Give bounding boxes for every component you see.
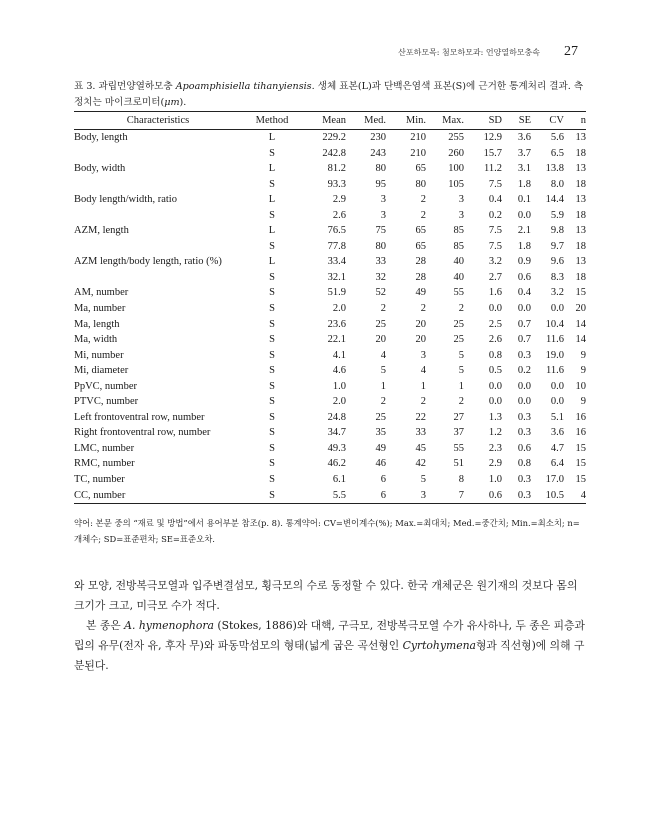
table-cell: [74, 146, 242, 162]
table-cell: S: [269, 365, 275, 377]
table-row: [74, 130, 586, 146]
table-cell: 52: [375, 287, 386, 299]
table-cell: 1.8: [517, 240, 531, 252]
table-cell: 9: [580, 396, 586, 408]
table-row: [74, 332, 586, 348]
table-cell: 229.2: [322, 132, 346, 143]
table-cell: 9.7: [550, 240, 564, 252]
table-cell: 13: [575, 225, 586, 237]
table-cell: 0.0: [517, 303, 531, 315]
table-cell: 2: [420, 396, 426, 408]
table-cell: 3.7: [517, 147, 531, 159]
table-cell: 9.8: [550, 225, 564, 237]
table-cell: 3.6: [517, 132, 531, 143]
table-cell: Mi, number: [74, 349, 124, 361]
paragraph-2-species: A. hymenophora: [124, 619, 214, 632]
table-cell: 2: [420, 194, 426, 206]
table-cell: LMC, number: [74, 442, 135, 454]
table-footnote: 약어: 본문 중의 “재료 및 방법”에서 용어부분 참조(p. 8). 통계약어: CV=변이계수(%); Max.=최대치; Med.=중간치; Min.=최소치; n=개체수; SD=표준편차; SE=표준오차.: [74, 518, 580, 544]
table-row: [74, 208, 586, 224]
table-row: [74, 472, 586, 488]
table-cell: 0.7: [517, 334, 531, 346]
table-cell: 242.8: [322, 147, 346, 159]
table-cell: 0.4: [517, 287, 531, 299]
table-cell: RMC, number: [74, 458, 135, 470]
table-row: [74, 270, 586, 286]
table-cell: 95: [375, 178, 386, 190]
column-header: Mean: [302, 112, 346, 130]
table-cell: 5: [458, 365, 464, 377]
table-cell: 13.8: [545, 163, 564, 175]
table-row: [74, 441, 586, 457]
table-cell: 0.0: [517, 396, 531, 408]
table-cell: 1.8: [517, 178, 531, 190]
table-cell: S: [269, 303, 275, 315]
table-cell: 11.2: [484, 163, 502, 175]
table-cell: 16: [575, 427, 586, 439]
table-cell: 8.0: [550, 178, 564, 190]
table-cell: PTVC, number: [74, 396, 139, 408]
table-cell: 2.9: [488, 458, 502, 470]
statistics-table: [74, 111, 586, 504]
table-cell: 2: [420, 303, 426, 315]
table-cell: 18: [575, 209, 586, 221]
table-cell: 0.0: [488, 396, 502, 408]
table-cell: 0.2: [517, 365, 531, 377]
table-cell: 230: [370, 132, 386, 143]
table-cell: 46: [375, 458, 386, 470]
table-cell: S: [269, 427, 275, 439]
table-row: [74, 410, 586, 426]
table-cell: 22.1: [327, 334, 346, 346]
table-cell: Body, width: [74, 163, 126, 175]
paragraph-2-text-b: (Stokes, 1886)와 대핵, 구극모, 전방복극모열 수가 유사하나, 두 종은 피층과립의 유무(전자 유, 후자 무)와 파동막섬모의 형태(넓게 굽은 곡선형인: [74, 619, 585, 652]
table-cell: 12.9: [483, 132, 502, 143]
table-cell: 4: [564, 488, 586, 504]
column-header: Max.: [426, 112, 464, 130]
table-cell: 49.3: [327, 442, 346, 454]
table-cell: 0.3: [517, 427, 531, 439]
table-cell: 5.9: [550, 209, 564, 221]
table-cell: 9: [580, 349, 586, 361]
table-cell: 40: [453, 271, 464, 283]
table-cell: 1.2: [488, 427, 502, 439]
table-cell: 6: [346, 488, 386, 504]
caption-species: Apoamphisiella tihanyiensis: [175, 81, 312, 92]
table-cell: 0.0: [550, 303, 564, 315]
table-cell: [74, 177, 242, 193]
table-cell: 3.1: [517, 163, 531, 175]
table-cell: 77.8: [327, 240, 346, 252]
table-cell: 100: [448, 163, 464, 175]
table-cell: 18: [575, 178, 586, 190]
table-cell: S: [269, 349, 275, 361]
paragraph-2-text-a: 본 종은: [86, 619, 125, 632]
table-cell: 13: [575, 256, 586, 268]
table-cell: 0.5: [488, 365, 502, 377]
table-cell: 80: [375, 163, 386, 175]
table-cell: 210: [410, 132, 426, 143]
paragraph-2-genus: Cyrtohymena: [402, 639, 476, 652]
column-header: SD: [464, 112, 502, 130]
table-cell: 11.6: [546, 365, 564, 377]
table-cell: 1.0: [332, 380, 346, 392]
table-cell: 0.3: [517, 474, 531, 486]
column-header: SE: [502, 112, 531, 130]
table-cell: 7.5: [488, 240, 502, 252]
table-cell: 25: [375, 318, 386, 330]
table-cell: 210: [410, 147, 426, 159]
table-cell: 6.1: [332, 474, 346, 486]
table-cell: 0.0: [517, 209, 531, 221]
table-row: [74, 425, 586, 441]
running-title: 산포하모목: 첨모하모과: 언양열하모충속: [398, 48, 540, 57]
table-cell: 65: [415, 240, 426, 252]
table-cell: 1: [380, 380, 386, 392]
table-cell: S: [269, 334, 275, 346]
column-header: n: [564, 112, 586, 130]
table-cell: S: [269, 287, 275, 299]
table-cell: 5: [458, 349, 464, 361]
table-cell: 93.3: [327, 178, 346, 190]
table-cell: 1.6: [488, 287, 502, 299]
table-cell: S: [269, 240, 275, 252]
table-cell: 10: [575, 380, 586, 392]
table-cell: S: [269, 474, 275, 486]
table-cell: 85: [453, 240, 464, 252]
table-cell: 2.9: [332, 194, 346, 206]
table-cell: 27: [453, 411, 464, 423]
table-cell: 49: [415, 287, 426, 299]
table-cell: AM, number: [74, 287, 129, 299]
table-cell: 20: [575, 303, 586, 315]
table-cell: Body, length: [74, 132, 128, 143]
table-cell: 7.5: [488, 225, 502, 237]
table-cell: 5.1: [550, 411, 564, 423]
table-cell: 3: [386, 488, 426, 504]
table-cell: 2.6: [332, 209, 346, 221]
table-cell: 20: [375, 334, 386, 346]
table-cell: 0.0: [550, 396, 564, 408]
table-cell: 0.8: [488, 349, 502, 361]
table-row: [74, 348, 586, 364]
table-cell: Mi, diameter: [74, 365, 129, 377]
table-cell: 0.6: [517, 271, 531, 283]
table-cell: 0.0: [550, 380, 564, 392]
table-cell: 34.7: [327, 427, 346, 439]
table-cell: 2: [420, 209, 426, 221]
table-cell: 19.0: [545, 349, 564, 361]
table-cell: 0.0: [517, 380, 531, 392]
table-cell: 5: [420, 474, 426, 486]
table-cell: 9.6: [550, 256, 564, 268]
table-cell: 2: [458, 303, 464, 315]
table-cell: 0.1: [517, 194, 531, 206]
table-cell: 3: [458, 209, 464, 221]
table-cell: 40: [453, 256, 464, 268]
column-header: CV: [531, 112, 564, 130]
table-cell: S: [269, 147, 275, 159]
table-cell: 0.8: [517, 458, 531, 470]
table-cell: 35: [375, 427, 386, 439]
table-cell: 4: [420, 365, 426, 377]
table-cell: 20: [415, 318, 426, 330]
table-cell: 255: [448, 132, 464, 143]
table-row: [74, 285, 586, 301]
table-cell: AZM, length: [74, 225, 129, 237]
table-row: [74, 317, 586, 333]
table-row: [74, 254, 586, 270]
table-cell: 1.0: [488, 474, 502, 486]
table-cell: 80: [415, 178, 426, 190]
table-cell: 7: [426, 488, 464, 504]
table-cell: PpVC, number: [74, 380, 137, 392]
table-cell: S: [269, 178, 275, 190]
table-cell: 0.2: [488, 209, 502, 221]
table-cell: L: [268, 132, 276, 143]
table-cell: Ma, number: [74, 303, 126, 315]
table-cell: 0.3: [517, 411, 531, 423]
table-cell: 20: [415, 334, 426, 346]
table-cell: 33: [415, 427, 426, 439]
table-cell: 2: [380, 303, 386, 315]
table-cell: 3: [420, 349, 426, 361]
table-cell: 1: [458, 380, 464, 392]
paragraph-2: [74, 616, 586, 676]
table-cell: 6.5: [550, 147, 564, 159]
table-cell: 76.5: [327, 225, 346, 237]
table-cell: 25: [453, 318, 464, 330]
table-cell: 81.2: [327, 163, 346, 175]
table-cell: S: [269, 411, 275, 423]
table-cell: CC, number: [74, 488, 242, 504]
table-cell: 51.9: [327, 287, 346, 299]
table-cell: 32: [375, 271, 386, 283]
table-cell: 13: [575, 163, 586, 175]
table-cell: 2.6: [488, 334, 502, 346]
caption-text-2: . 생체 표본(L)과 단백은염색 표본(S)에 근거한 통계처리 결과. 측정치는 마이크로미터(: [74, 81, 584, 108]
table-cell: 4.7: [550, 442, 564, 454]
table-cell: S: [269, 318, 275, 330]
table-cell: 13: [575, 132, 586, 143]
table-cell: 8: [458, 474, 464, 486]
table-cell: 0.0: [488, 380, 502, 392]
table-cell: S: [269, 271, 275, 283]
table-cell: L: [268, 163, 276, 175]
table-row: [74, 192, 586, 208]
table-cell: 0.4: [488, 194, 502, 206]
table-cell: 4.1: [332, 349, 346, 361]
table-cell: 15: [575, 442, 586, 454]
table-cell: 5.5: [302, 488, 346, 504]
table-cell: S: [269, 380, 275, 392]
table-row: [74, 146, 586, 162]
table-cell: S: [269, 458, 275, 470]
table-caption: [74, 79, 586, 111]
table-cell: 0.3: [517, 349, 531, 361]
table-cell: 6: [380, 474, 386, 486]
table-row: [74, 223, 586, 239]
table-cell: 3: [458, 194, 464, 206]
table-cell: 2.0: [332, 303, 346, 315]
table-cell: 16: [575, 411, 586, 423]
table-cell: 1.3: [488, 411, 502, 423]
table-cell: 105: [448, 178, 464, 190]
table-cell: [74, 208, 242, 224]
page-header: [74, 44, 578, 60]
table-cell: 55: [453, 442, 464, 454]
table-row: [74, 363, 586, 379]
table-cell: 14.4: [545, 194, 564, 206]
table-cell: 2: [458, 396, 464, 408]
table-cell: 3.6: [550, 427, 564, 439]
table-cell: 6.4: [550, 458, 564, 470]
table-row: [74, 301, 586, 317]
table-cell: L: [268, 256, 276, 268]
column-header: Method: [242, 112, 302, 130]
table-cell: 75: [375, 225, 386, 237]
table-cell: 15: [575, 287, 586, 299]
table-cell: TC, number: [74, 474, 125, 486]
table-cell: 49: [375, 442, 386, 454]
table-cell: 32.1: [327, 271, 346, 283]
table-cell: 65: [415, 163, 426, 175]
table-cell: 2.5: [488, 318, 502, 330]
table-cell: 33.4: [327, 256, 346, 268]
table-header-row: [74, 112, 586, 130]
table-cell: 0.0: [488, 303, 502, 315]
table-cell: Body length/width, ratio: [74, 194, 177, 206]
table-cell: L: [268, 194, 276, 206]
table-cell: 5.6: [550, 132, 564, 143]
table-row: [74, 394, 586, 410]
table-cell: S: [269, 209, 275, 221]
table-cell: 42: [415, 458, 426, 470]
table-cell: 15: [575, 474, 586, 486]
table-cell: 1: [420, 380, 426, 392]
table-cell: 8.3: [550, 271, 564, 283]
table-cell: 9: [580, 365, 586, 377]
caption-text-3: ).: [179, 97, 187, 108]
table-cell: 2.7: [488, 271, 502, 283]
table-cell: Right frontoventral row, number: [74, 427, 211, 439]
table-cell: 85: [453, 225, 464, 237]
table-cell: 5: [380, 365, 386, 377]
table-cell: 14: [575, 318, 586, 330]
table-cell: 17.0: [545, 474, 564, 486]
table-row: [74, 488, 586, 504]
table-cell: 25: [375, 411, 386, 423]
column-header: Min.: [386, 112, 426, 130]
table-cell: 33: [375, 256, 386, 268]
body-text: [74, 576, 586, 676]
table-cell: 24.8: [327, 411, 346, 423]
table-cell: 260: [448, 147, 464, 159]
table-cell: [74, 239, 242, 255]
table-row: [74, 456, 586, 472]
table-cell: 80: [375, 240, 386, 252]
paragraph-1: 와 모양, 전방복극모열과 입주변결섬모, 횡극모의 수로 동정할 수 있다. 한국 개체군은 원기재의 것보다 몸의 크기가 크고, 미극모 수가 적다.: [74, 579, 578, 612]
table-cell: 22: [415, 411, 426, 423]
table-cell: 3: [380, 194, 386, 206]
table-cell: 0.9: [517, 256, 531, 268]
column-header: Med.: [346, 112, 386, 130]
table-cell: Ma, width: [74, 334, 118, 346]
table-cell: 65: [415, 225, 426, 237]
table-cell: 4: [380, 349, 386, 361]
table-cell: 18: [575, 147, 586, 159]
table-cell: 2.3: [488, 442, 502, 454]
table-cell: 28: [415, 256, 426, 268]
table-cell: S: [269, 442, 275, 454]
table-cell: 45: [415, 442, 426, 454]
table-cell: 2.0: [332, 396, 346, 408]
table-cell: Left frontoventral row, number: [74, 411, 205, 423]
table-cell: 15.7: [483, 147, 502, 159]
table-cell: 28: [415, 271, 426, 283]
table-cell: L: [268, 225, 276, 237]
table-cell: AZM length/body length, ratio (%): [74, 256, 222, 268]
table-cell: 46.2: [327, 458, 346, 470]
table-row: [74, 239, 586, 255]
table-cell: 51: [453, 458, 464, 470]
table-cell: 11.6: [546, 334, 564, 346]
table-body: [74, 130, 586, 504]
table-row: [74, 161, 586, 177]
caption-unit: μm: [164, 97, 180, 108]
table-cell: S: [269, 396, 275, 408]
table-cell: 0.6: [517, 442, 531, 454]
table-cell: 7.5: [488, 178, 502, 190]
table-cell: S: [242, 488, 302, 504]
table-cell: 3: [380, 209, 386, 221]
caption-text-1: 표 3. 과립먼양열하모충: [74, 81, 176, 92]
table-cell: 3.2: [488, 256, 502, 268]
table-cell: 25: [453, 334, 464, 346]
table-cell: 55: [453, 287, 464, 299]
table-cell: Ma, length: [74, 318, 120, 330]
table-cell: 23.6: [327, 318, 346, 330]
table-cell: 0.6: [464, 488, 502, 504]
table-cell: 0.3: [502, 488, 531, 504]
table-cell: [74, 270, 242, 286]
table-cell: 4.6: [332, 365, 346, 377]
table-cell: 37: [453, 427, 464, 439]
table-cell: 243: [370, 147, 386, 159]
table-row: [74, 379, 586, 395]
table-cell: 13: [575, 194, 586, 206]
column-header: Characteristics: [74, 112, 242, 130]
paragraph-2-text-c: 형과 직선형)에 의해 구분된다.: [74, 639, 585, 672]
table-cell: 14: [575, 334, 586, 346]
table-cell: 15: [575, 458, 586, 470]
table-cell: 2: [380, 396, 386, 408]
table-cell: 18: [575, 271, 586, 283]
table-row: [74, 177, 586, 193]
table-cell: 3.2: [550, 287, 564, 299]
table-cell: 18: [575, 240, 586, 252]
page-number: 27: [564, 44, 578, 59]
table-cell: 0.7: [517, 318, 531, 330]
table-cell: 10.4: [545, 318, 564, 330]
table-cell: 2.1: [517, 225, 531, 237]
table-cell: 10.5: [531, 488, 564, 504]
